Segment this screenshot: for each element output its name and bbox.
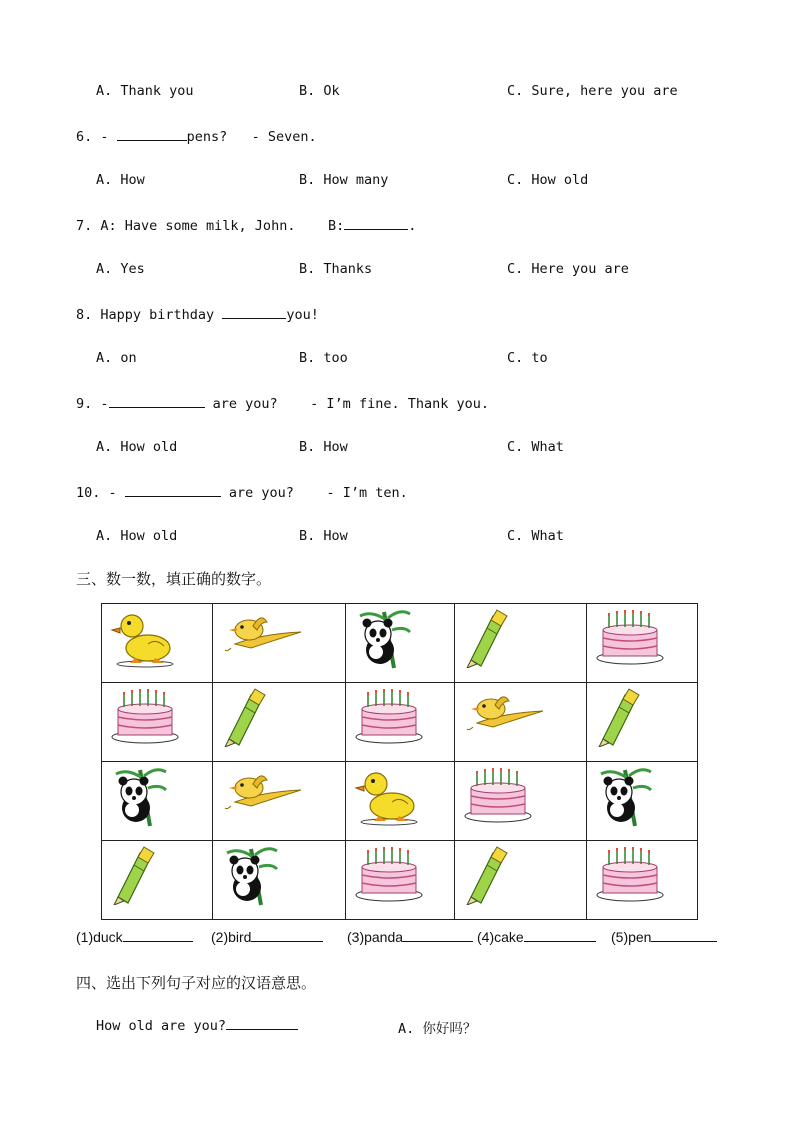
bird-picture-icon (221, 766, 305, 820)
q7-option-c: C. Here you are (507, 261, 629, 277)
q6-option-b: B. How many (299, 172, 389, 188)
pen-picture-icon (463, 608, 509, 672)
grid-cell (102, 841, 213, 920)
panda-picture-icon (221, 845, 279, 911)
grid-cell (455, 841, 587, 920)
grid-cell (587, 604, 698, 683)
q5-option-c: C. Sure, here you are (507, 83, 678, 99)
q6-option-c: C. How old (507, 172, 589, 188)
grid-cell (102, 604, 213, 683)
section3-title: 三、数一数，填正确的数字。 (76, 570, 272, 588)
q5-option-a: A. Thank you (96, 83, 194, 99)
cake-picture-icon (595, 845, 665, 907)
q9-option-a: A. How old (96, 439, 178, 455)
grid-cell (455, 762, 587, 841)
section4-question: How old are you? (96, 1017, 298, 1034)
q6-question: 6. - pens? - Seven. (76, 129, 317, 145)
grid-cell (102, 762, 213, 841)
pen-picture-icon (110, 845, 156, 909)
q8-question: 8. Happy birthday you! (76, 307, 319, 323)
q7-option-b: B. Thanks (299, 261, 373, 277)
duck-picture-icon (354, 766, 424, 832)
q7-option-a: A. Yes (96, 261, 145, 277)
q10-option-c: C. What (507, 528, 564, 544)
cake-picture-icon (354, 687, 424, 749)
cake-picture-icon (595, 608, 665, 670)
duck-picture-icon (110, 608, 180, 674)
q9-question: 9. - are you? - I’m fine. Thank you. (76, 396, 489, 412)
grid-cell (587, 841, 698, 920)
grid-cell (212, 762, 345, 841)
panda-picture-icon (354, 608, 412, 674)
grid-row (102, 683, 698, 762)
cake-picture-icon (354, 845, 424, 907)
panda-picture-icon (110, 766, 168, 832)
q8-option-c: C. to (507, 350, 548, 366)
grid-cell (212, 604, 345, 683)
q8-option-b: B. too (299, 350, 348, 366)
fill-duck: (1)duck (76, 929, 193, 945)
q10-question: 10. - are you? - I’m ten. (76, 485, 408, 501)
fill-pen: (5)pen (611, 929, 717, 945)
q7-question: 7. A: Have some milk, John. B: . (76, 218, 417, 234)
q8-option-a: A. on (96, 350, 137, 366)
grid-cell (455, 604, 587, 683)
grid-cell (587, 762, 698, 841)
grid-cell (345, 841, 455, 920)
grid-row (102, 841, 698, 920)
fill-cake: (4)cake (477, 929, 596, 945)
q10-option-b: B. How (299, 528, 348, 544)
bird-picture-icon (221, 608, 305, 662)
grid-cell (345, 762, 455, 841)
grid-row (102, 762, 698, 841)
grid-row (102, 604, 698, 683)
fill-panda: (3)panda (347, 929, 473, 945)
pen-picture-icon (595, 687, 641, 751)
grid-cell (345, 604, 455, 683)
grid-cell (102, 683, 213, 762)
cake-picture-icon (463, 766, 533, 828)
bird-picture-icon (463, 687, 547, 741)
pen-picture-icon (221, 687, 267, 751)
grid-cell (212, 683, 345, 762)
q9-option-b: B. How (299, 439, 348, 455)
q10-option-a: A. How old (96, 528, 178, 544)
q6-option-a: A. How (96, 172, 145, 188)
cake-picture-icon (110, 687, 180, 749)
fill-bird: (2)bird (211, 929, 323, 945)
grid-cell (345, 683, 455, 762)
picture-grid (101, 603, 698, 920)
grid-cell (455, 683, 587, 762)
section4-option-a: A. 你好吗？ (398, 1021, 477, 1037)
q9-option-c: C. What (507, 439, 564, 455)
q5-option-b: B. Ok (299, 83, 340, 99)
grid-cell (212, 841, 345, 920)
section4-title: 四、选出下列句子对应的汉语意思。 (76, 974, 317, 992)
grid-cell (587, 683, 698, 762)
panda-picture-icon (595, 766, 653, 832)
pen-picture-icon (463, 845, 509, 909)
